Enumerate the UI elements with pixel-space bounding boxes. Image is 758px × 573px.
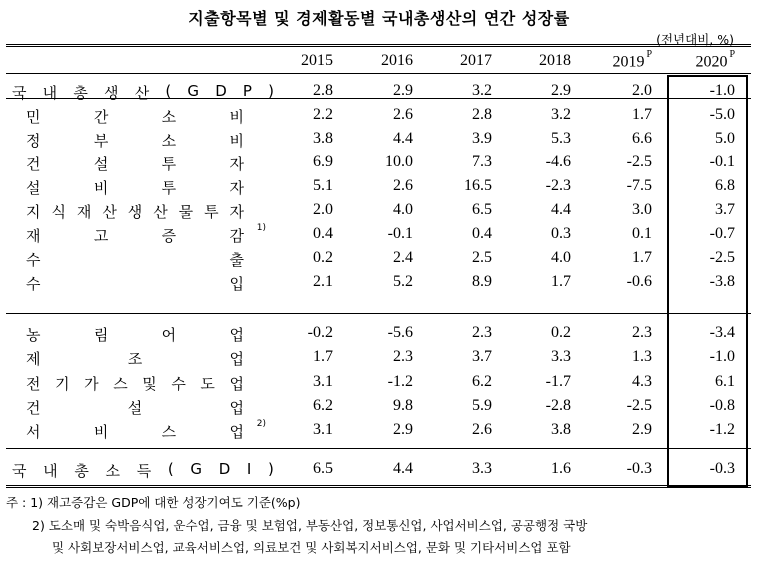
row-label-char: 출 — [229, 251, 244, 269]
row-label-char: 가 — [84, 375, 99, 393]
row-label — [26, 348, 244, 369]
table-cell: 2.1 — [313, 273, 333, 290]
row-label-char: D — [215, 82, 227, 100]
row-label-char: 소 — [161, 132, 177, 150]
table-row — [0, 348, 758, 372]
row-label-char: 업 — [229, 375, 244, 393]
row-label-char: G — [187, 82, 200, 100]
table-cell: -0.6 — [626, 273, 652, 290]
table-cell: 0.4 — [313, 225, 333, 242]
table-cell: 0.4 — [472, 225, 492, 242]
table-cell: -5.0 — [709, 106, 735, 123]
row-label — [26, 106, 244, 127]
table-cell: -0.8 — [709, 397, 735, 414]
table-cell: -0.3 — [626, 460, 652, 477]
row-label-char: 수 — [26, 275, 41, 293]
row-label-char: G — [190, 460, 203, 478]
row-label-char: ) — [268, 460, 274, 478]
table-cell: -1.2 — [387, 373, 413, 390]
table-cell: 3.0 — [632, 201, 652, 218]
table-cell: 2.9 — [393, 82, 413, 99]
row-label-char: 업 — [229, 423, 244, 441]
table-cell: -2.3 — [545, 177, 571, 194]
row-label-char: 고 — [93, 227, 109, 245]
table-cell: 4.3 — [632, 373, 652, 390]
table-rule — [6, 44, 751, 47]
row-label — [26, 324, 244, 345]
column-year: 2019 — [612, 53, 645, 71]
table-rule — [6, 448, 751, 449]
table-cell: -1.2 — [709, 421, 735, 438]
table-title-text: 지출항목별 및 경제활동별 국내총생산의 연간 성장률 — [188, 9, 570, 28]
table-cell: 2.6 — [472, 421, 492, 438]
footnote-marker: 1) — [256, 223, 266, 233]
table-cell: -1.0 — [709, 348, 735, 365]
row-label-char: 국 — [12, 462, 27, 480]
table-cell: 2.9 — [551, 82, 571, 99]
row-label-char: 산 — [102, 203, 117, 221]
table-cell: 2.9 — [632, 421, 652, 438]
preliminary-mark: P — [729, 49, 735, 60]
row-label-char: 감 — [229, 227, 244, 245]
row-label-char: ) — [268, 82, 274, 100]
row-label-char: ( — [165, 82, 172, 100]
row-label-char: D — [218, 460, 231, 478]
note-2: 2) 도소매 및 숙박음식업, 운수업, 금융 및 보험업, 부동산업, 정보통신업, 사업서비스업, 공공행정 국방 — [32, 518, 588, 533]
table-cell: 6.5 — [313, 460, 333, 477]
table-cell: 4.4 — [393, 460, 413, 477]
row-label-char: 소 — [105, 462, 121, 480]
row-label-char: 총 — [74, 462, 89, 480]
table-row — [0, 130, 758, 154]
table-cell: 1.7 — [551, 273, 571, 290]
table-row — [0, 225, 758, 249]
column-header — [353, 52, 413, 70]
row-label-char: 서 — [26, 423, 41, 441]
table-cell: 7.3 — [472, 153, 492, 170]
row-label-char: 업 — [229, 399, 244, 417]
table-cell: 6.2 — [313, 397, 333, 414]
row-label-char: 설 — [127, 399, 143, 417]
table-row — [0, 397, 758, 421]
table-cell: -3.4 — [709, 324, 735, 341]
table-cell: 6.5 — [472, 201, 492, 218]
row-label-char: 조 — [127, 350, 143, 368]
row-label-char: 재 — [26, 227, 41, 245]
table-cell: 1.7 — [632, 249, 652, 266]
highlight-box-2020 — [667, 75, 748, 488]
row-label-char: 국 — [12, 84, 27, 102]
table-cell: -5.6 — [387, 324, 413, 341]
row-label — [12, 460, 274, 481]
column-header — [592, 49, 652, 71]
table-cell: -2.5 — [626, 397, 652, 414]
table-cell: 3.2 — [551, 106, 571, 123]
table-cell: 3.7 — [715, 201, 735, 218]
table-cell: 4.0 — [551, 249, 571, 266]
row-label — [12, 82, 274, 103]
table-cell: 4.4 — [551, 201, 571, 218]
column-year: 2017 — [460, 52, 492, 69]
table-cell: -4.6 — [545, 153, 571, 170]
table-cell: 2.0 — [632, 82, 652, 99]
table-cell: 2.8 — [472, 106, 492, 123]
row-label-char: 농 — [26, 326, 41, 344]
column-header — [273, 52, 333, 70]
table-cell: 2.3 — [632, 324, 652, 341]
table-cell: 16.5 — [464, 177, 492, 194]
table-cell: 6.2 — [472, 373, 492, 390]
table-cell: -1.7 — [545, 373, 571, 390]
table-cell: -7.5 — [626, 177, 652, 194]
row-label-char: P — [242, 82, 252, 100]
table-cell: 5.9 — [472, 397, 492, 414]
column-year: 2018 — [539, 52, 571, 69]
column-header — [675, 49, 735, 71]
table-cell: 2.3 — [472, 324, 492, 341]
row-label-char: 비 — [229, 132, 244, 150]
table-cell: -0.3 — [709, 460, 735, 477]
table-cell: 1.6 — [551, 460, 571, 477]
table-row — [0, 421, 758, 445]
unit-label: (전년대비, %) — [656, 32, 734, 47]
table-cell: -0.1 — [709, 153, 735, 170]
table-row — [0, 324, 758, 348]
table-cell: 3.1 — [313, 421, 333, 438]
table-cell: 0.3 — [551, 225, 571, 242]
table-cell: -2.5 — [626, 153, 652, 170]
table-cell: 8.9 — [472, 273, 492, 290]
table-cell: 1.3 — [632, 348, 652, 365]
table-cell: -0.2 — [307, 324, 333, 341]
row-label-char: 림 — [93, 326, 109, 344]
row-label-char: 간 — [93, 108, 109, 126]
table-cell: 2.3 — [393, 348, 413, 365]
table-cell: 2.2 — [313, 106, 333, 123]
table-row — [0, 177, 758, 201]
row-label-char: 수 — [26, 251, 41, 269]
row-label-char: ( — [167, 460, 174, 478]
row-label-char: 투 — [204, 203, 219, 221]
row-label-char: 설 — [26, 179, 41, 197]
table-cell: -3.8 — [709, 273, 735, 290]
table-cell: 3.2 — [472, 82, 492, 99]
table-cell: -0.7 — [709, 225, 735, 242]
table-cell: 3.7 — [472, 348, 492, 365]
table-cell: 0.2 — [313, 249, 333, 266]
table-cell: 2.6 — [393, 106, 413, 123]
row-label-char: 업 — [229, 326, 244, 344]
table-cell: 6.6 — [632, 130, 652, 147]
row-label-char: 도 — [200, 375, 215, 393]
table-cell: 4.0 — [393, 201, 413, 218]
row-label-char: 생 — [127, 203, 143, 221]
table-cell: 5.1 — [313, 177, 333, 194]
table-row — [0, 106, 758, 130]
table-rule — [6, 485, 751, 488]
row-label — [26, 397, 244, 418]
table-row — [0, 460, 758, 484]
row-label-char: 설 — [93, 155, 109, 173]
row-label-char: 자 — [229, 203, 244, 221]
row-label-char: 지 — [26, 203, 41, 221]
table-cell: 0.1 — [632, 225, 652, 242]
row-label-char: 자 — [229, 155, 244, 173]
row-label-char: 산 — [153, 203, 168, 221]
row-label — [26, 373, 244, 394]
table-row — [0, 153, 758, 177]
row-label-char: 증 — [161, 227, 177, 245]
table-cell: 3.8 — [551, 421, 571, 438]
table-cell: 1.7 — [632, 106, 652, 123]
table-cell: 6.8 — [715, 177, 735, 194]
table-cell: 10.0 — [385, 153, 413, 170]
row-label-char: 제 — [26, 350, 41, 368]
table-cell: 6.1 — [715, 373, 735, 390]
row-label — [26, 419, 266, 442]
row-label-char: 소 — [161, 108, 177, 126]
table-row — [0, 373, 758, 397]
table-cell: 3.3 — [551, 348, 571, 365]
row-label-char: 재 — [76, 203, 92, 221]
table-cell: 4.4 — [393, 130, 413, 147]
row-label — [26, 130, 244, 151]
table-cell: 5.3 — [551, 130, 571, 147]
row-label-char: 산 — [134, 84, 150, 102]
row-label-char: 비 — [93, 179, 109, 197]
table-cell: 6.9 — [313, 153, 333, 170]
row-label-char: 자 — [229, 179, 244, 197]
table-cell: 2.0 — [313, 201, 333, 218]
table-row — [0, 273, 758, 297]
row-label-char: 비 — [229, 108, 244, 126]
row-label-char: 생 — [104, 84, 119, 102]
row-label-char: 기 — [55, 375, 70, 393]
row-label — [26, 223, 266, 246]
table-row — [0, 249, 758, 273]
row-label-char: 어 — [161, 326, 177, 344]
row-label-char: 득 — [136, 462, 152, 480]
row-label-char: 총 — [73, 84, 88, 102]
row-label-char: 스 — [113, 375, 128, 393]
footnote-marker: 2) — [256, 419, 266, 429]
row-label-char: 정 — [26, 132, 41, 150]
table-rule — [6, 313, 751, 314]
table-cell: 2.8 — [313, 82, 333, 99]
row-label — [26, 153, 244, 174]
table-row — [0, 82, 758, 106]
row-label — [26, 249, 244, 270]
row-label-char: 식 — [51, 203, 66, 221]
preliminary-mark: P — [646, 49, 652, 60]
table-cell: -2.5 — [709, 249, 735, 266]
row-label-char: 물 — [178, 203, 194, 221]
row-label-char: 내 — [42, 84, 58, 102]
table-cell: 2.5 — [472, 249, 492, 266]
table-cell: 3.1 — [313, 373, 333, 390]
column-header — [432, 52, 492, 70]
row-label-char: 전 — [26, 375, 41, 393]
row-label-char: 건 — [26, 399, 41, 417]
row-label-char: 내 — [43, 462, 58, 480]
table-rule — [6, 73, 751, 74]
table-cell: -1.0 — [709, 82, 735, 99]
table-cell: 2.6 — [393, 177, 413, 194]
row-label — [26, 177, 244, 198]
row-label-char: 투 — [161, 179, 177, 197]
table-cell: 3.3 — [472, 460, 492, 477]
row-label-char: 투 — [161, 155, 177, 173]
table-title — [0, 6, 758, 29]
table-cell: 1.7 — [313, 348, 333, 365]
row-label-char: 부 — [93, 132, 109, 150]
table-cell: 0.2 — [551, 324, 571, 341]
note-1: 주 : 1) 재고증감은 GDP에 대한 성장기여도 기준(%p) — [6, 495, 301, 510]
row-label-char: 민 — [26, 108, 41, 126]
table-cell: 5.2 — [393, 273, 413, 290]
note-2-cont: 및 사회보장서비스업, 교육서비스업, 의료보건 및 사회복지서비스업, 문화 및 기타서비스업 포함 — [52, 540, 571, 555]
row-label-char: I — [246, 460, 252, 478]
row-label-char: 건 — [26, 155, 41, 173]
row-label-char: 및 — [142, 375, 157, 393]
row-label-char: 입 — [229, 275, 244, 293]
row-label-char: 수 — [171, 375, 186, 393]
row-label-char: 업 — [229, 350, 244, 368]
table-cell: -0.1 — [387, 225, 413, 242]
row-label-char: 비 — [93, 423, 109, 441]
table-cell: 9.8 — [393, 397, 413, 414]
table-cell: 5.0 — [715, 130, 735, 147]
row-label-char: 스 — [161, 423, 177, 441]
column-year: 2015 — [301, 52, 333, 69]
table-cell: -2.8 — [545, 397, 571, 414]
table-cell: 2.9 — [393, 421, 413, 438]
row-label — [26, 201, 244, 222]
row-label — [26, 273, 244, 294]
table-cell: 3.9 — [472, 130, 492, 147]
table-row — [0, 201, 758, 225]
column-year: 2020 — [695, 53, 728, 71]
table-cell: 3.8 — [313, 130, 333, 147]
table-cell: 2.4 — [393, 249, 413, 266]
column-header — [511, 52, 571, 70]
column-year: 2016 — [381, 52, 413, 69]
